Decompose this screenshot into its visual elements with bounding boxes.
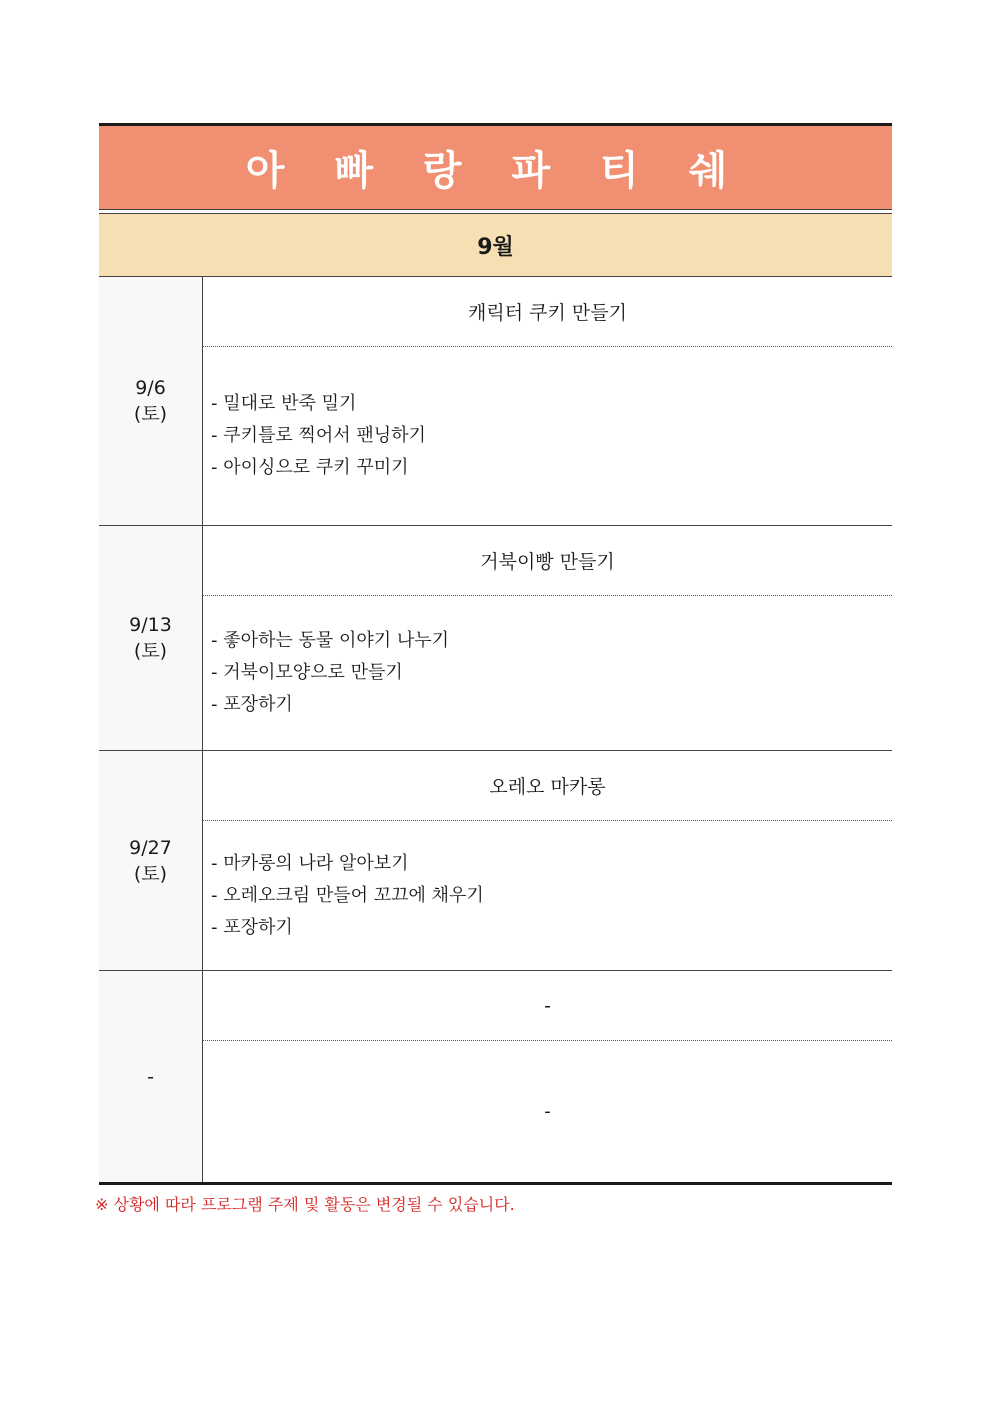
page-title: 아 빠 랑 파 티 쉐 <box>99 123 892 209</box>
session-row <box>99 751 892 971</box>
activity-cell <box>203 526 892 750</box>
activity-list <box>203 821 892 970</box>
date-cell <box>99 971 203 1182</box>
date-cell <box>99 526 203 750</box>
activity-title: 오레오 마카롱 <box>203 751 892 821</box>
session-day: (토) <box>133 640 168 662</box>
activity-item: - 아이싱으로 쿠키 꾸미기 <box>211 457 409 478</box>
footnote: ※ 상황에 따라 프로그램 주제 및 활동은 변경될 수 있습니다. <box>95 1195 515 1214</box>
activity-cell <box>203 277 892 525</box>
date-cell <box>99 751 203 970</box>
session-date: 9/27 <box>129 836 172 859</box>
session-row <box>99 971 892 1185</box>
date-cell <box>99 277 203 525</box>
session-date: 9/6 <box>135 377 166 399</box>
activity-item: - 포장하기 <box>211 916 293 938</box>
activity-item: - 포장하기 <box>211 694 293 715</box>
session-day: (토) <box>133 862 168 885</box>
month-header: 9월 <box>99 214 892 277</box>
session-day: (토) <box>133 403 168 425</box>
activity-list <box>203 347 892 525</box>
activity-list <box>203 1041 892 1182</box>
activity-item: - 오레오크림 만들어 꼬끄에 채우기 <box>211 884 484 906</box>
activity-list <box>203 596 892 750</box>
session-row <box>99 526 892 751</box>
activity-title: 캐릭터 쿠키 만들기 <box>203 277 892 347</box>
activity-item: - 쿠키틀로 찍어서 팬닝하기 <box>211 425 426 446</box>
activity-cell <box>203 971 892 1182</box>
activity-item: - 마카롱의 나라 알아보기 <box>211 852 409 874</box>
activity-title: - <box>203 971 892 1041</box>
activity-item: - 좋아하는 동물 이야기 나누기 <box>211 630 450 651</box>
session-date: 9/13 <box>129 614 172 636</box>
activity-item: - 거북이모양으로 만들기 <box>211 662 403 683</box>
activity-item: - <box>544 1100 551 1122</box>
activity-title: 거북이빵 만들기 <box>203 526 892 596</box>
activity-item: - 밀대로 반죽 밀기 <box>211 393 357 414</box>
activity-cell <box>203 751 892 970</box>
schedule-table <box>99 123 892 1185</box>
session-date: - <box>147 1065 154 1088</box>
session-row <box>99 277 892 526</box>
